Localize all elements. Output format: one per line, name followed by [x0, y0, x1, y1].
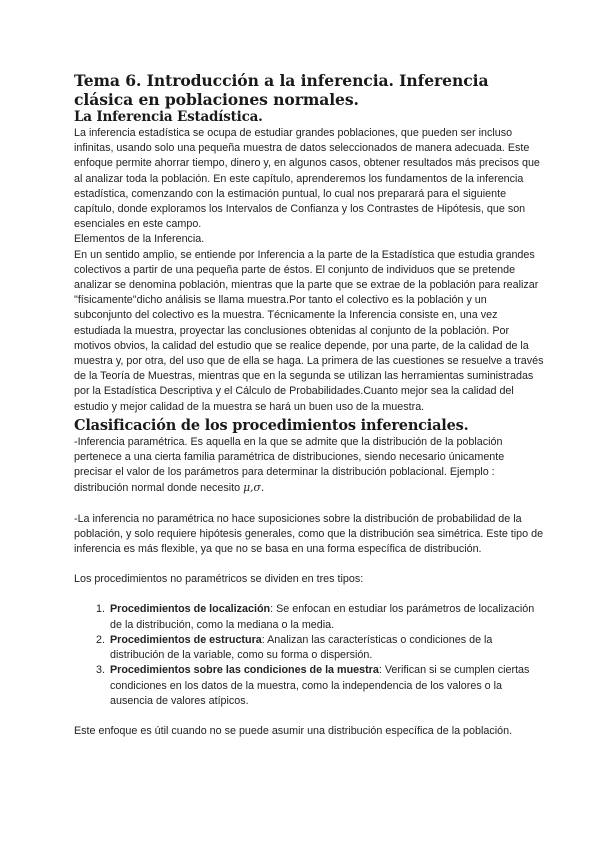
page-title: Tema 6. Introducción a la inferencia. Inferencia clásica en poblaciones normales.: [74, 71, 489, 109]
section-heading-inferencia: La Inferencia Estadística.: [74, 109, 263, 125]
paragraph-tipos-intro: Los procedimientos no paramétricos se dividen en tres tipos:: [74, 573, 364, 586]
list-item-desc: : Verifican si se cumplen ciertas condiciones en los datos de la muestra, como la independencia de los valores o la ausencia de valores atípicos.: [110, 664, 530, 707]
list-item: [108, 633, 544, 663]
section-heading-clasificacion: Clasificación de los procedimientos inferenciales.: [74, 416, 469, 434]
parametrica-symbols: μ,σ.: [243, 481, 265, 495]
paragraph-definicion: En un sentido amplio, se entiende por Inferencia a la parte de la Estadística que estudia grandes colectivos a partir de una pequeña parte de éstos. El conjunto de individuos que se pretende analizar se denomina población, mientras que la parte que se extrae de la población para realizar "físicamente"dicho análisis se llama muestra.Por tanto el colectivo es la población y un subconjunto del colectivo es la muestra. Técnicamente la Inferencia consiste en, una vez estudiada la muestra, proyectar las conclusiones obtenidas al conjunto de la población. Por motivos obvios, la calidad del estudio que se realice depende, por una parte, de la calidad de la muestra y, por otra, del uso que de ella se haga. La primera de las cuestiones se resuelve a través de la Teoría de Muestras, mientras que en la segunda se utilizan las herramientas suministradas por la Estadística Descriptiva y el Cálculo de Probabilidades.Cuanto mejor sea la calidad del estudio y mejor calidad de la muestra se hará un buen uso de la muestra.: [74, 248, 544, 413]
list-item-term: Procedimientos de estructura: [110, 633, 262, 646]
list-item-desc: : Analizan las características o condiciones de la distribución de la variable, como su forma o dispersión.: [110, 633, 493, 662]
paragraph-no-parametrica: -La inferencia no paramétrica no hace suposiciones sobre la distribución de probabilidad de la población, y solo requiere hipótesis generales, como que la distribución sea simétrica. Este tipo de inferencia es más flexible, ya que no se basa en una forma específica de distribución.: [74, 512, 544, 556]
list-item-term: Procedimientos de localización: [110, 603, 271, 616]
list-item: [108, 602, 544, 632]
list-item-term: Procedimientos sobre las condiciones de la muestra: [110, 664, 379, 677]
procedures-list: [74, 602, 544, 708]
parametrica-text: -Inferencia paramétrica. Es aquella en la que se admite que la distribución de la población pertenece a una cierta familia paramétrica de distribuciones, siendo necesario únicamente precisar el valor de los parámetros para determinar la distribución poblacional. Ejemplo : distribución normal donde necesito: [74, 435, 505, 495]
paragraph-elementos: Elementos de la Inferencia.: [74, 233, 205, 246]
list-item-desc: : Se enfocan en estudiar los parámetros de localización de la distribución, como la mediana o la media.: [110, 603, 535, 631]
paragraph-intro: La inferencia estadística se ocupa de estudiar grandes poblaciones, que pueden ser incluso infinitas, usando solo una pequeña muestra de datos seleccionados de manera adecuada. Este enfoque permite ahorrar tiempo, dinero y, en algunos casos, obtener resultados más precisos que al analizar toda la población. En este capítulo, aprenderemos los fundamentos de la inferencia estadística, comenzando con la estimación puntual, lo cual nos preparará para el siguiente capítulo, donde exploramos los Intervalos de Confianza y los Contrastes de Hipótesis, que son esenciales en este campo.: [74, 127, 540, 231]
list-item: [108, 663, 544, 709]
paragraph-closing: Este enfoque es útil cuando no se puede asumir una distribución específica de la población.: [74, 724, 513, 737]
paragraph-parametrica: [74, 435, 544, 497]
